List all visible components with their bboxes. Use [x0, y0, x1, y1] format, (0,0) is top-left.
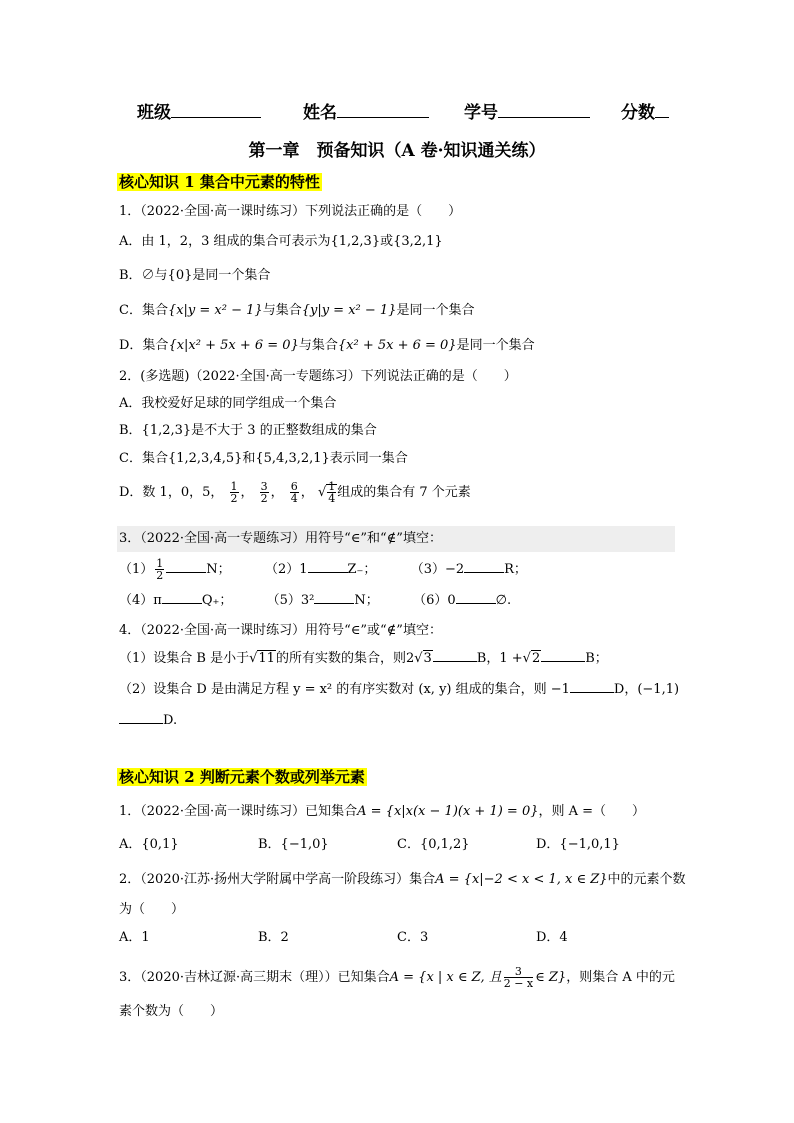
answer-blank[interactable]	[162, 591, 202, 604]
answer-blank[interactable]	[433, 649, 477, 662]
s2-q1-option-a[interactable]: A．{0,1}	[119, 837, 179, 852]
answer-blank[interactable]	[314, 591, 354, 604]
answer-blank[interactable]	[166, 560, 206, 573]
s2-q3-stem-cont: 素个数为（ ）	[119, 1004, 224, 1019]
student-id-blank[interactable]	[498, 101, 590, 118]
s1-q3-row2: （4）π Q₊； （5）3² N； （6）0 ∅.	[119, 593, 512, 608]
s1-q2-option-d[interactable]: D．数 1，0，5， $\frac{1}{2}$ ， $\frac{3}{2}$ ， $\frac{6}{4}$ ， √ $\frac{1}{4}$ 组成的集合有 7 个元素	[119, 480, 471, 505]
s2-q1-stem: 1．（2022·全国·高一课时练习）已知集合A = {x|x(x − 1)(x + 1) = 0}，则 A =（ ）	[119, 804, 646, 819]
fraction: $\frac{6}{4}$	[290, 480, 298, 505]
answer-blank[interactable]	[570, 680, 614, 693]
s2-q2-option-b[interactable]: B．2	[258, 930, 289, 945]
s1-q4-stem: 4．（2022·全国·高一课时练习）用符号“∈”或“∉”填空：	[119, 623, 442, 638]
s1-q4-part2: （2）设集合 D 是由满足方程 y = x² 的有序实数对 (x, y) 组成的集合，则 −1 D，(−1,1)	[119, 682, 680, 697]
s2-q1-option-b[interactable]: B．{−1,0}	[258, 837, 329, 852]
s2-q2-option-d[interactable]: D．4	[536, 930, 568, 945]
fraction: $\frac{3}{2 - x}$	[503, 965, 534, 990]
s1-q2-option-a[interactable]: A．我校爱好足球的同学组成一个集合	[119, 396, 337, 411]
answer-blank[interactable]	[308, 560, 348, 573]
s2-q2-stem: 2．（2020·江苏·扬州大学附属中学高一阶段练习）集合A = {x|−2 < x < 1, x ∈ Z}中的元素个数	[119, 872, 686, 887]
s1-q3-stem: 3．（2022·全国·高一专题练习）用符号“∈”和“∉”填空：	[119, 531, 442, 546]
s1-q1-option-c[interactable]: C．集合{x|y = x² − 1}与集合{y|y = x² − 1}是同一个集合	[119, 303, 475, 318]
sqrt-icon: √	[414, 651, 423, 666]
sqrt-icon: √	[317, 485, 327, 500]
answer-blank[interactable]	[119, 711, 163, 724]
sqrt-icon: √	[249, 651, 258, 666]
s2-q3-stem: 3．（2020·吉林辽源·高三期末（理））已知集合A = {x | x ∈ Z, 且 $\frac{3}{2 - x}$ ∈ Z}，则集合 A 中的元	[119, 965, 675, 990]
s1-q1-option-a[interactable]: A．由 1，2，3 组成的集合可表示为{1,2,3}或{3,2,1}	[119, 234, 443, 249]
fraction: $\frac{3}{2}$	[260, 480, 268, 505]
answer-blank[interactable]	[464, 560, 504, 573]
s2-q1-option-c[interactable]: C．{0,1,2}	[397, 837, 470, 852]
s1-q3-row1: （1） $\frac{1}{2}$ N； （2）1 Z₋； （3）−2 R；	[119, 557, 527, 582]
section-heading-2: 核心知识 2 判断元素个数或列举元素	[119, 768, 365, 786]
s2-q2-option-c[interactable]: C．3	[397, 930, 429, 945]
s2-q2-option-a[interactable]: A．1	[119, 930, 150, 945]
name-blank[interactable]	[337, 101, 429, 118]
class-field: 班级	[137, 98, 261, 123]
s1-q2-stem: 2．(多选题)（2022·全国·高一专题练习）下列说法正确的是（ ）	[119, 369, 517, 384]
s2-q1-option-d[interactable]: D．{−1,0,1}	[536, 837, 620, 852]
class-blank[interactable]	[171, 101, 261, 118]
fraction: $\frac{1}{2}$	[230, 480, 238, 505]
sqrt-icon: √	[522, 651, 531, 666]
s1-q1-stem: 1．（2022·全国·高一课时练习）下列说法正确的是（ ）	[119, 204, 462, 219]
answer-blank[interactable]	[456, 591, 496, 604]
s1-q4-part2-cont: D.	[119, 711, 177, 731]
section-heading-1: 核心知识 1 集合中元素的特性	[119, 173, 320, 191]
s1-q2-option-b[interactable]: B．{1,2,3}是不大于 3 的正整数组成的集合	[119, 423, 377, 438]
s1-q4-part1: （1）设集合 B 是小于√11的所有实数的集合，则2√3 B，1 +√2 B；	[119, 651, 608, 666]
score-field: 分数	[621, 98, 669, 123]
s1-q1-option-d[interactable]: D．集合{x|x² + 5x + 6 = 0}与集合{x² + 5x + 6 = 0}是同一个集合	[119, 338, 535, 353]
s1-q2-option-c[interactable]: C．集合{1,2,3,4,5}和{5,4,3,2,1}表示同一集合	[119, 451, 408, 466]
answer-blank[interactable]	[541, 649, 585, 662]
score-blank[interactable]	[655, 101, 669, 118]
s1-q1-option-b[interactable]: B．∅与{0}是同一个集合	[119, 268, 271, 283]
student-id-field: 学号	[464, 98, 590, 123]
fraction: $\frac{1}{2}$	[156, 557, 164, 582]
s2-q2-stem-cont: 为（ ）	[119, 902, 185, 917]
page-title: 第一章 预备知识（A 卷·知识通关练）	[248, 141, 546, 161]
name-field: 姓名	[303, 98, 429, 123]
